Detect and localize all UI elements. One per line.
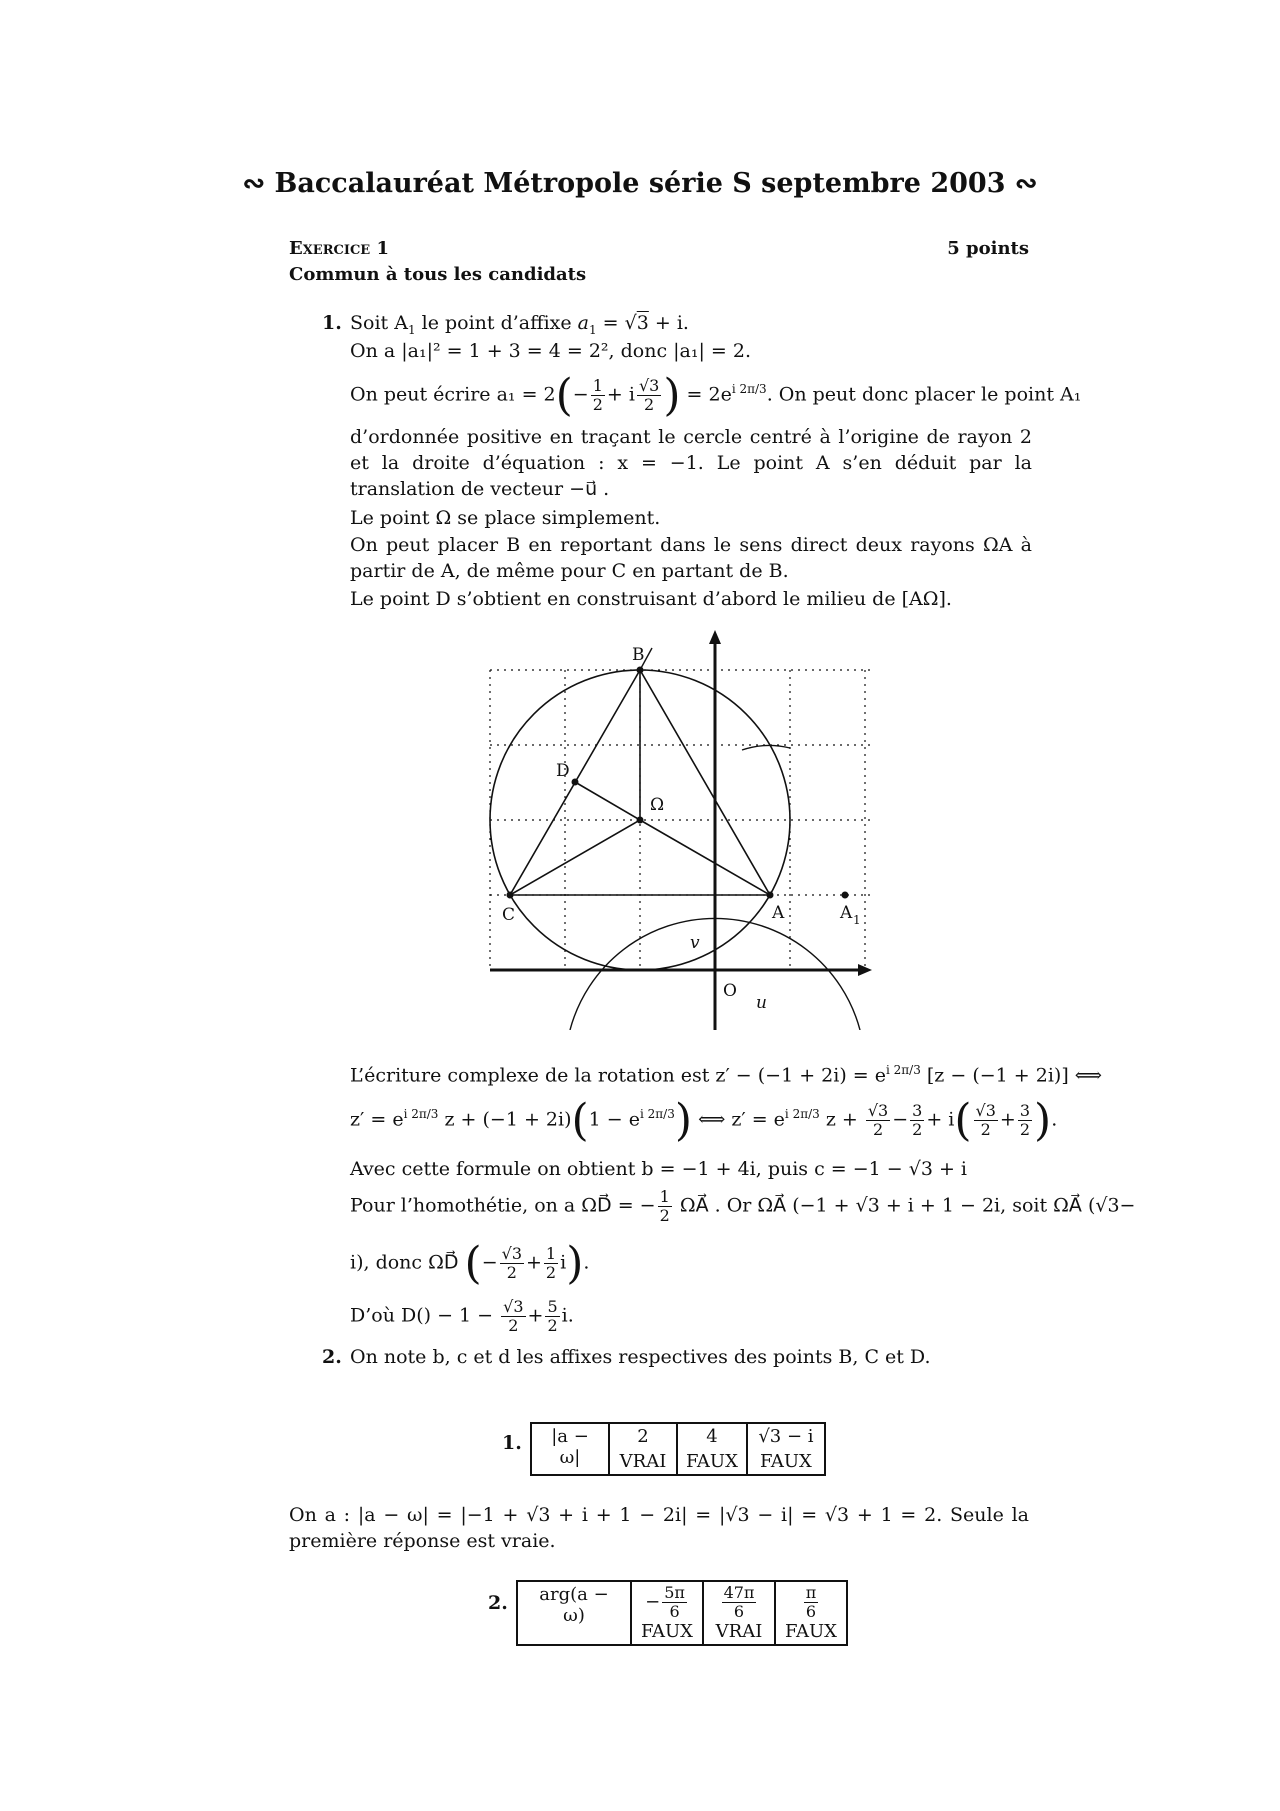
point-a1 xyxy=(842,892,849,899)
q1-verdict-3: FAUX xyxy=(747,1449,825,1475)
point-d xyxy=(572,779,579,786)
part2-text: On note b, c et d les affixes respectives des points B, C et D. xyxy=(350,1346,931,1368)
dou-line: D’où D() − 1 − $\frac{√3}{2}$ + $\frac{5}{2}$ i. xyxy=(350,1297,574,1335)
q2-answer-3: $\frac{\pi}{6}$ FAUX xyxy=(775,1581,847,1645)
point-b xyxy=(637,667,644,674)
item-number-2: 2. xyxy=(322,1346,342,1368)
exercise-header xyxy=(289,238,1029,259)
q1-verdict-2: FAUX xyxy=(677,1449,747,1475)
q2-verdict-1: FAUX xyxy=(641,1621,693,1642)
q1-explanation: On a : |a − ω| = |−1 + √3 + i + 1 − 2i| = |√3 − i| = √3 + 1 = 2. Seule la première réponse est vraie. xyxy=(289,1504,1029,1552)
rotation-formula: Avec cette formule on obtient b = −1 + 4i, puis c = −1 − √3 + i xyxy=(350,1158,967,1180)
label-a1-sub: 1 xyxy=(853,913,861,927)
q2-verdict-3: FAUX xyxy=(785,1621,837,1642)
q1-answer-3: √3 − i xyxy=(747,1423,825,1449)
q2-expr: arg(a − ω) xyxy=(517,1581,631,1645)
q2-answer-1: − $\frac{5\pi}{6}$ FAUX xyxy=(631,1581,703,1645)
label-d: D xyxy=(556,761,570,781)
q1-number: 1. xyxy=(502,1432,522,1454)
grid-lines xyxy=(490,670,870,970)
q2-table xyxy=(516,1580,848,1646)
label-a: A xyxy=(772,903,785,923)
part1-place-b: On peut placer B en reportant dans le sens direct deux rayons ΩA à partir de A, de même pour C en partant de B. xyxy=(350,534,1032,582)
points xyxy=(507,667,849,899)
homothety-line2: i), donc ΩD⃗ (− $\frac{√3}{2}$ + $\frac{1}{2}$ i). xyxy=(350,1238,590,1289)
q2-answer-2: $\frac{47\pi}{6}$ VRAI xyxy=(703,1581,775,1645)
exercise-label: Exercice 1 xyxy=(289,238,389,259)
part1-line2: On a |a₁|² = 1 + 3 = 4 = 2², donc |a₁| = 2. xyxy=(350,340,752,362)
part1-line3: On peut écrire a₁ = 2(− $\frac{1}{2}$ + i $\frac{√3}{2}$ ) = $2e^{i 2\pi/3}$. On peut donc placer le point A₁ xyxy=(350,370,1082,421)
part1-paragraph: d’ordonnée positive en traçant le cercle centré à l’origine de rayon 2 et la droite d’équation : x = −1. Le point A s’en déduit par la translation de vecteur −u⃗ . xyxy=(350,426,1032,500)
q1-answer-1: 2 xyxy=(609,1423,677,1449)
item-number-1: 1. xyxy=(322,312,342,334)
label-b: B xyxy=(632,645,645,665)
segment-d-omega xyxy=(575,782,640,820)
label-v: v xyxy=(690,933,700,953)
part1-line1: Soit $A_1$ le point d’affixe $a_1 = √3 + i$. xyxy=(350,312,689,337)
y-axis-arrow xyxy=(709,630,721,644)
homothety-line1: Pour l’homothétie, on a ΩD⃗ = − $\frac{1}{2}$ ΩA⃗ . Or ΩA⃗ (−1 + √3 + i + 1 − 2i, soit ΩA⃗ (√3− xyxy=(350,1187,1136,1225)
point-omega xyxy=(637,817,644,824)
rotation-line2: $z' = e^{i 2\pi/3}$ $z + (-1 + 2i)(1 - e^{i 2\pi/3})$ ⟺ $z' = e^{i 2\pi/3}$ z + $\frac{√3}{2}$ − $\frac{3}{2}$ + i( $\frac{√3}{2}$ + $\frac{3}{2}$ ). xyxy=(350,1095,1058,1146)
rotation-line1: L’écriture complexe de la rotation est $z' - (-1 + 2i) = e^{i 2\pi/3}$ [z − (−1 + 2i)] ⟺ xyxy=(350,1063,1103,1087)
exercise-audience: Commun à tous les candidats xyxy=(289,264,587,285)
exercise-points: 5 points xyxy=(947,238,1029,259)
geometry-figure xyxy=(480,630,880,1030)
page-title: ∾ Baccalauréat Métropole série S septembre 2003 ∾ xyxy=(242,168,1038,199)
q1-verdict-1: VRAI xyxy=(609,1449,677,1475)
segment-omega-a xyxy=(640,820,770,895)
point-c xyxy=(507,892,514,899)
q2-verdict-2: VRAI xyxy=(715,1621,763,1642)
label-a1: A xyxy=(840,903,853,923)
q1-table xyxy=(530,1422,826,1476)
q2-number: 2. xyxy=(488,1592,508,1614)
part1-omega-line: Le point Ω se place simplement. xyxy=(350,507,661,529)
arc-mark xyxy=(742,745,790,750)
label-u: u xyxy=(756,993,767,1013)
point-a xyxy=(767,892,774,899)
label-omega: Ω xyxy=(650,795,665,815)
part1-place-d: Le point D s’obtient en construisant d’abord le milieu de [AΩ]. xyxy=(350,588,952,610)
label-c: C xyxy=(502,905,516,925)
q1-expr: |a − ω| xyxy=(531,1423,609,1475)
segment-omega-c xyxy=(510,820,640,895)
q1-answer-2: 4 xyxy=(677,1423,747,1449)
label-o: O xyxy=(723,981,737,1001)
